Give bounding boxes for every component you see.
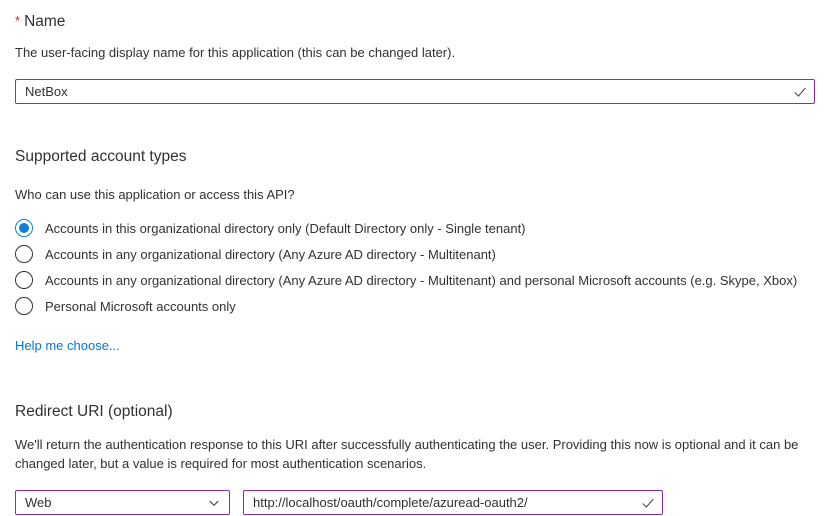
redirect-uri-controls	[15, 490, 815, 515]
platform-select-value: Web	[25, 495, 52, 510]
name-description: The user-facing display name for this application (this can be changed later).	[15, 45, 456, 60]
required-asterisk: *	[15, 13, 21, 28]
radio-option-multitenant-personal[interactable]	[15, 267, 815, 293]
account-types-question: Who can use this application or access this API?	[15, 187, 295, 202]
radio-button-icon	[15, 297, 33, 315]
radio-option-personal-only[interactable]	[15, 293, 815, 319]
help-me-choose-link[interactable]: Help me choose...	[15, 338, 120, 353]
radio-option-label: Accounts in any organizational directory (Any Azure AD directory - Multitenant) and personal Microsoft accounts (e.g. Skype, Xbox)	[45, 272, 798, 288]
name-section-title	[15, 10, 815, 32]
redirect-uri-input-container	[243, 490, 663, 515]
name-input-container	[15, 79, 815, 104]
radio-option-label: Accounts in this organizational directory only (Default Directory only - Single tenant)	[45, 220, 526, 236]
radio-button-icon	[15, 271, 33, 289]
radio-option-single-tenant[interactable]	[15, 215, 815, 241]
name-title-text: Name	[24, 13, 66, 30]
platform-select[interactable]	[15, 490, 230, 515]
redirect-uri-description: We'll return the authentication response to this URI after successfully authenticating the user. Providing this now is optional and it can be changed later, but a value is required for most authentication scenarios.	[15, 437, 799, 471]
name-section	[15, 10, 815, 104]
name-input[interactable]	[16, 80, 814, 103]
account-types-radio-group	[15, 215, 815, 319]
radio-button-icon	[15, 245, 33, 263]
chevron-down-icon	[208, 497, 220, 509]
radio-option-multitenant[interactable]	[15, 241, 815, 267]
redirect-uri-section	[15, 401, 815, 515]
account-types-title: Supported account types	[15, 148, 187, 165]
redirect-uri-input[interactable]	[244, 491, 662, 514]
radio-option-label: Accounts in any organizational directory (Any Azure AD directory - Multitenant)	[45, 246, 496, 262]
redirect-uri-title: Redirect URI (optional)	[15, 403, 173, 420]
radio-option-label: Personal Microsoft accounts only	[45, 298, 236, 314]
radio-button-icon	[15, 219, 33, 237]
account-types-section	[15, 146, 815, 355]
